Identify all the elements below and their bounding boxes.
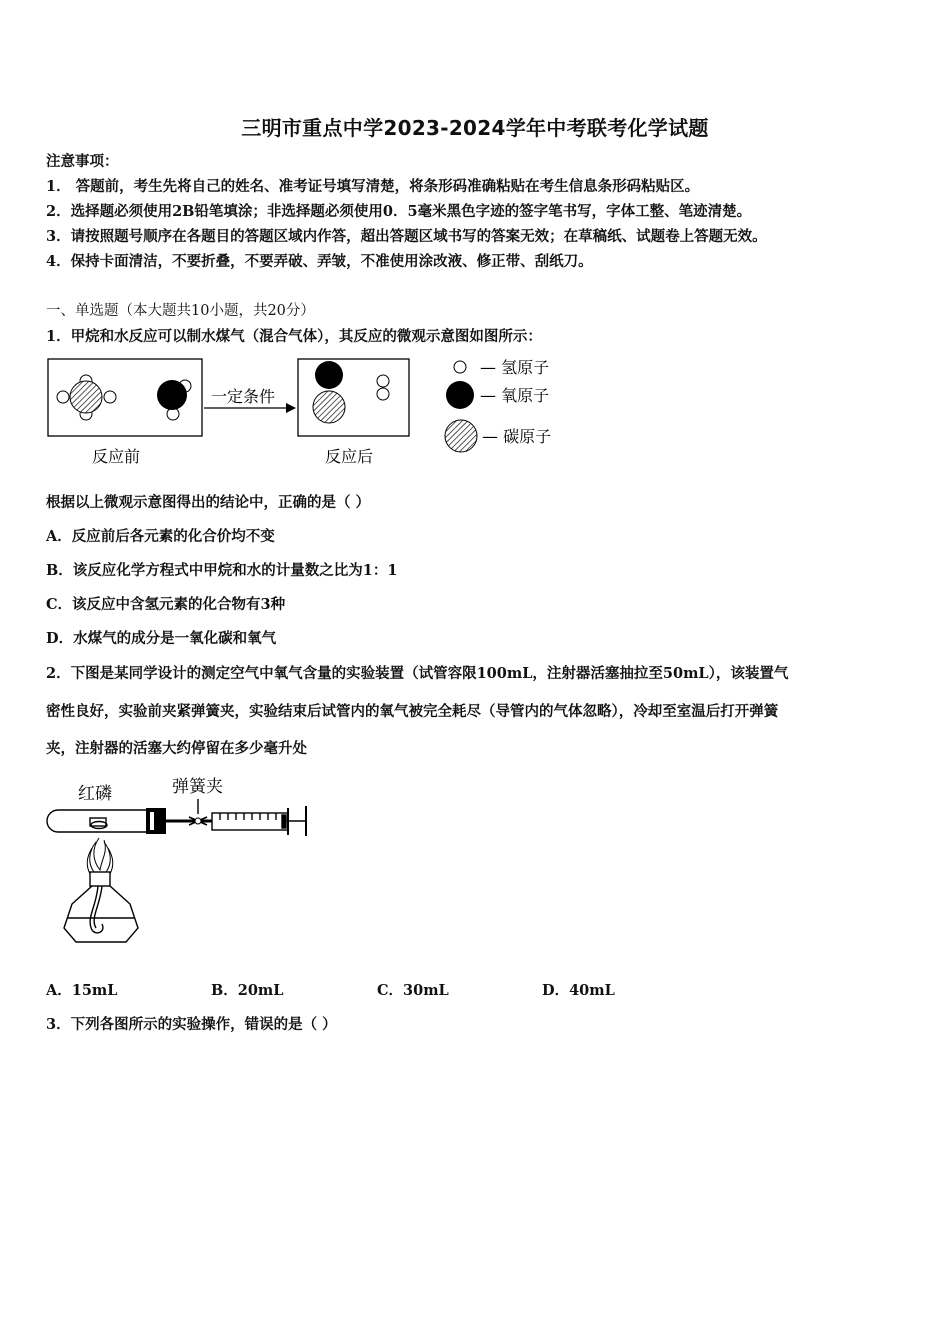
alcohol-lamp <box>64 872 138 942</box>
spring-clip-label: 弹簧夹 <box>172 777 223 797</box>
legend-carbon: — 碳原子 <box>482 427 552 446</box>
red-phosphorus-label: 红磷 <box>78 784 112 804</box>
notice-heading: 注意事项： <box>46 153 119 170</box>
rubber-stopper <box>146 808 166 834</box>
q2-option-c: C．30mL <box>377 982 449 999</box>
q2-option-b: B．20mL <box>211 982 284 999</box>
q2-stem-line: 夹，注射器的活塞大约停留在多少毫升处 <box>46 740 307 757</box>
syringe <box>212 806 306 836</box>
notice-item: 1． 答题前，考生先将自己的姓名、准考证号填写清楚，将条形码准确粘贴在考生信息条形码粘贴区。 <box>46 178 700 195</box>
q2-stem-line: 密性良好，实验前夹紧弹簧夹，实验结束后试管内的氧气被完全耗尽（导管内的气体忽略），冷却至室温后打开弹簧 <box>46 703 779 720</box>
legend-hydrogen-icon <box>454 361 466 373</box>
apparatus-diagram <box>42 768 317 948</box>
flame <box>87 838 113 874</box>
test-tube <box>47 810 146 832</box>
reaction-diagram <box>44 352 564 472</box>
q1-option-b: B．该反应化学方程式中甲烷和水的计量数之比为1：1 <box>46 562 398 579</box>
after-box <box>298 359 409 436</box>
arrow-head <box>286 403 296 413</box>
arrow-label: 一定条件 <box>211 387 276 406</box>
legend-carbon-icon <box>445 420 477 452</box>
legend-oxygen-icon <box>446 381 474 409</box>
q2-stem-line: 2．下图是某同学设计的测定空气中氧气含量的实验装置（试管容限100mL，注射器活塞抽拉至50mL），该装置气 <box>46 665 789 682</box>
page-title: 三明市重点中学2023-2024学年中考联考化学试题 <box>241 116 709 140</box>
stopper-highlight <box>150 812 154 830</box>
after-label: 反应后 <box>325 447 374 466</box>
legend-hydrogen: — 氢原子 <box>480 358 550 377</box>
q1-option-c: C．该反应中含氢元素的化合物有3种 <box>46 596 286 613</box>
notice-item: 4．保持卡面清洁，不要折叠，不要弄破、弄皱，不准使用涂改液、修正带、刮纸刀。 <box>46 253 593 270</box>
q1-option-d: D．水煤气的成分是一氧化碳和氧气 <box>46 630 277 647</box>
q1-stem: 1．甲烷和水反应可以制水煤气（混合气体），其反应的微观示意图如图所示： <box>46 328 542 345</box>
before-label: 反应前 <box>92 447 141 466</box>
notice-item: 2．选择题必须使用2B铅笔填涂；非选择题必须使用0．5毫米黑色字迹的签字笔书写，字体工整、笔迹清楚。 <box>46 203 752 220</box>
q2-option-a: A．15mL <box>46 982 118 999</box>
notice-item: 3．请按照题号顺序在各题目的答题区域内作答，超出答题区域书写的答案无效；在草稿纸、试题卷上答题无效。 <box>46 228 767 245</box>
q2-option-d: D．40mL <box>542 982 615 999</box>
q1-option-a: A．反应前后各元素的化合价均不变 <box>46 528 275 545</box>
section-heading: 一、单选题（本大题共10小题，共20分） <box>46 303 315 319</box>
q1-question: 根据以上微观示意图得出的结论中，正确的是（ ） <box>46 494 371 511</box>
q3-stem: 3．下列各图所示的实验操作，错误的是（ ） <box>46 1016 337 1033</box>
clip-pivot <box>195 818 201 824</box>
legend-oxygen: — 氧原子 <box>480 386 550 405</box>
